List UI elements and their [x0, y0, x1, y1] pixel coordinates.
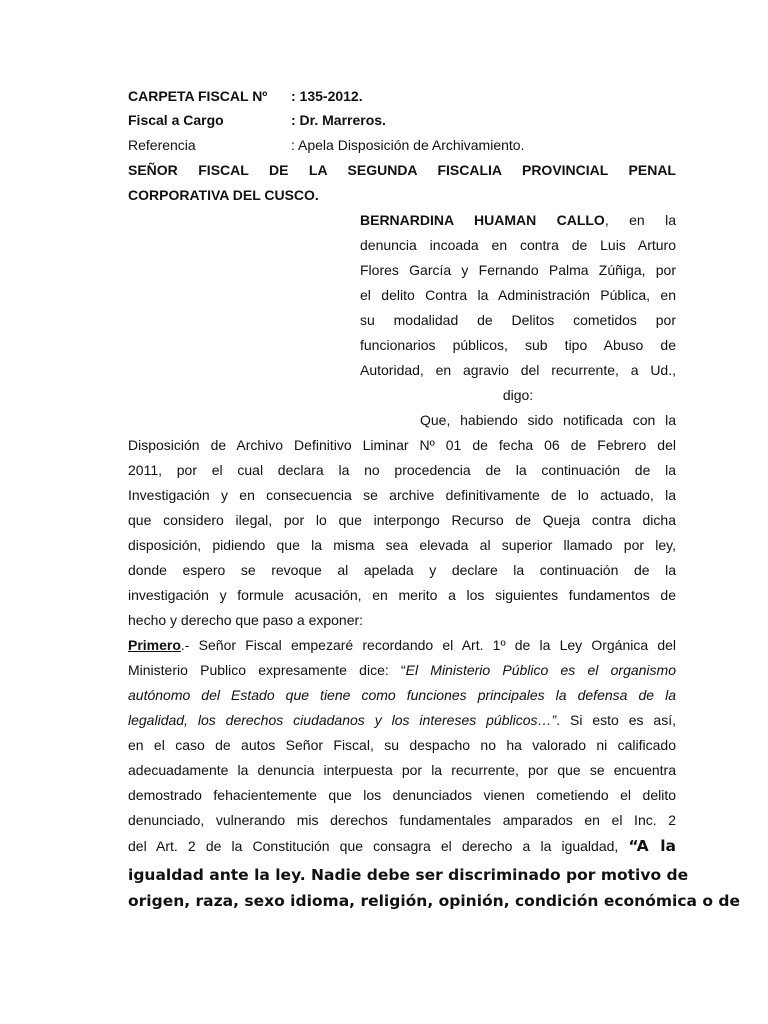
intro-line-1 — [360, 210, 676, 230]
primero-line-9 — [128, 836, 676, 856]
referencia-row — [128, 135, 524, 155]
primero-line-2-a: Ministerio Publico expresamente dice: “ — [128, 662, 406, 678]
intro-line-2: denuncia incoada en contra de Luis Arturo — [360, 237, 676, 253]
primero-line-1 — [128, 635, 676, 655]
referencia-value: : Apela Disposición de Archivamiento. — [291, 137, 525, 153]
intro-line-4: el delito Contra la Administración Pública, en — [360, 287, 676, 303]
primero-line-9-a: del Art. 2 de la Constitución que consagra el derecho a la igualdad, — [128, 838, 629, 854]
primero-quote-start: El Ministerio Público es el organismo — [405, 662, 676, 678]
primero-line-4-b: . Si esto es así, — [556, 712, 676, 728]
intro-line-5: su modalidad de Delitos cometidos por — [360, 312, 676, 328]
addressee-line-1: SEÑOR FISCAL DE LA SEGUNDA FISCALIA PROVINCIAL PENAL — [128, 162, 676, 178]
primero-line-1-rest: .- Señor Fiscal empezaré recordando el Art. 1º de la Ley Orgánica del — [180, 637, 676, 653]
paragraph-1-line-7: donde espero se revoque al apelada y declare la continuación de la — [128, 562, 676, 578]
fiscal-a-cargo-value: : Dr. Marreros. — [291, 112, 386, 128]
carpeta-fiscal-label: CARPETA FISCAL Nº — [128, 88, 268, 104]
paragraph-1-line-5: que considero ilegal, por lo que interpongo Recurso de Queja contra dicha — [128, 512, 676, 528]
paragraph-1-line-4: Investigación y en consecuencia se archive definitivamente de lo actuado, la — [128, 487, 676, 503]
paragraph-1-line-9: hecho y derecho que paso a exponer: — [128, 612, 364, 628]
primero-line-6: adecuadamente la denuncia interpuesta por la recurrente, por que se encuentra — [128, 762, 676, 778]
intro-line-6: funcionarios públicos, sub tipo Abuso de — [360, 337, 676, 353]
paragraph-1-line-2: Disposición de Archivo Definitivo Liminar Nº 01 de fecha 06 de Febrero del — [128, 437, 676, 453]
intro-line-8: digo: — [502, 387, 534, 403]
intro-line-3: Flores García y Fernando Palma Zúñiga, por — [360, 262, 676, 278]
primero-line-2 — [128, 660, 676, 680]
carpeta-fiscal-row — [128, 86, 363, 106]
paragraph-1-line-8: investigación y formule acusación, en merito a los siguientes fundamentos de — [128, 587, 676, 603]
referencia-label: Referencia — [128, 137, 196, 153]
carpeta-fiscal-value: : 135-2012. — [291, 88, 363, 104]
primero-line-7: demostrado fehacientemente que los denunciados vienen cometiendo el delito — [128, 787, 676, 803]
paragraph-1-start: Que, habiendo sido notificada con la — [420, 412, 676, 428]
intro-line-7: Autoridad, en agravio del recurrente, a Ud., — [360, 362, 676, 378]
fiscal-a-cargo-row — [128, 110, 386, 130]
addressee-line-2: CORPORATIVA DEL CUSCO. — [128, 187, 319, 203]
primero-line-8: denunciado, vulnerando mis derechos fundamentales amparados en el Inc. 2 — [128, 812, 676, 828]
constitution-quote-line-1: igualdad ante la ley. Nadie debe ser discriminado por motivo de — [128, 866, 689, 884]
constitution-quote-start: “A la — [628, 837, 676, 855]
primero-label: Primero — [128, 637, 181, 653]
primero-line-3: autónomo del Estado que tiene como funciones principales la defensa de la — [128, 687, 676, 703]
primero-line-4 — [128, 710, 676, 730]
constitution-quote-line-2: origen, raza, sexo idioma, religión, opinión, condición económica o de — [128, 892, 741, 910]
primero-quote-end: legalidad, los derechos ciudadanos y los intereses públicos…” — [128, 712, 557, 728]
petitioner-name: BERNARDINA HUAMAN CALLO — [360, 212, 605, 228]
primero-line-5: en el caso de autos Señor Fiscal, su despacho no ha valorado ni calificado — [128, 737, 676, 753]
paragraph-1-line-3: 2011, por el cual declara la no procedencia de la continuación de la — [128, 462, 676, 478]
fiscal-a-cargo-label: Fiscal a Cargo — [128, 112, 224, 128]
intro-line-1-rest: , en la — [604, 212, 676, 228]
paragraph-1-line-6: disposición, pidiendo que la misma sea elevada al superior llamado por ley, — [128, 537, 676, 553]
